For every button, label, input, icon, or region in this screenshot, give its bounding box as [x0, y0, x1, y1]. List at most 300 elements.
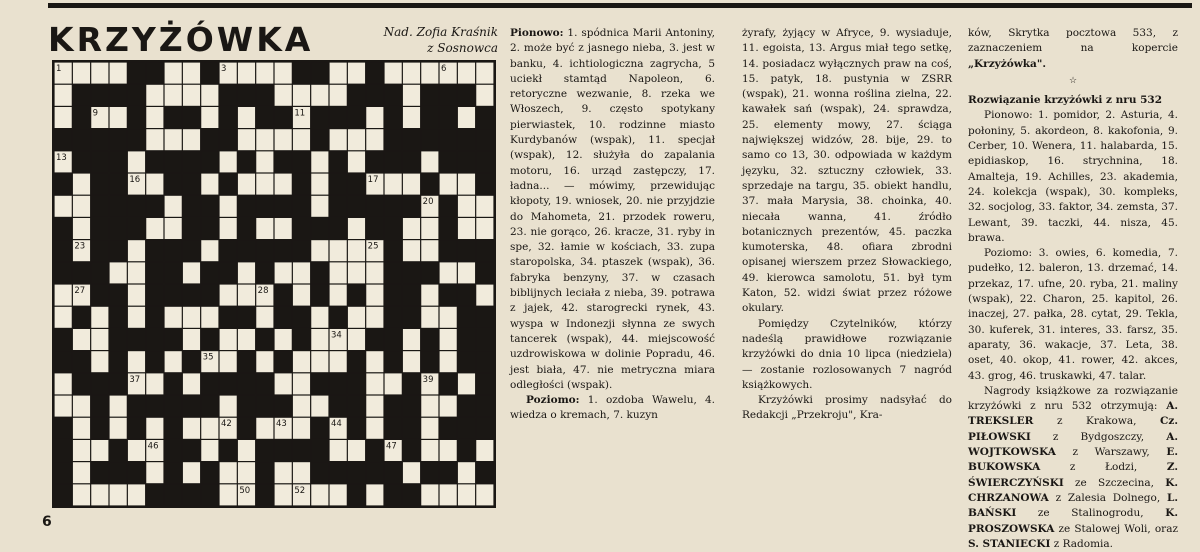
black-cell — [385, 484, 402, 505]
white-cell — [165, 307, 182, 328]
white-cell — [110, 262, 127, 283]
white-cell — [275, 218, 292, 239]
white-cell — [403, 174, 420, 195]
cell-number: 25 — [367, 241, 379, 252]
top-rule — [48, 3, 1192, 8]
black-cell — [165, 484, 182, 505]
black-cell — [91, 396, 108, 417]
black-cell — [128, 329, 145, 350]
white-cell — [476, 484, 493, 505]
black-cell — [55, 484, 72, 505]
black-cell — [311, 129, 328, 150]
black-cell — [201, 484, 218, 505]
black-cell — [275, 107, 292, 128]
black-cell — [348, 85, 365, 106]
white-cell — [440, 307, 457, 328]
black-cell — [128, 63, 145, 84]
white-cell — [256, 218, 273, 239]
clues-column-1 — [510, 26, 715, 424]
white-cell — [366, 351, 383, 372]
black-cell — [348, 373, 365, 394]
cell-number: 52 — [294, 485, 306, 496]
white-cell — [293, 85, 310, 106]
black-cell — [110, 196, 127, 217]
white-cell — [403, 85, 420, 106]
white-cell — [476, 440, 493, 461]
black-cell — [238, 418, 255, 439]
black-cell — [293, 196, 310, 217]
black-cell — [201, 285, 218, 306]
black-cell — [476, 329, 493, 350]
black-cell — [385, 418, 402, 439]
white-cell — [201, 107, 218, 128]
white-cell — [330, 484, 347, 505]
black-cell — [476, 240, 493, 261]
black-cell — [458, 285, 475, 306]
white-cell — [220, 484, 237, 505]
white-cell — [385, 174, 402, 195]
black-cell — [146, 196, 163, 217]
black-cell — [91, 151, 108, 172]
white-cell — [458, 107, 475, 128]
black-cell — [55, 174, 72, 195]
cell-number: 1 — [56, 64, 62, 74]
black-cell — [256, 262, 273, 283]
white-cell — [220, 151, 237, 172]
crossword-grid — [52, 60, 496, 508]
white-cell — [183, 373, 200, 394]
black-cell — [275, 307, 292, 328]
black-cell — [421, 351, 438, 372]
white-cell — [403, 107, 420, 128]
white-cell — [238, 329, 255, 350]
winner-place: z Warszawy, — [1055, 446, 1167, 459]
black-cell — [311, 440, 328, 461]
black-cell — [366, 196, 383, 217]
black-cell — [366, 63, 383, 84]
cell-number: 50 — [239, 485, 251, 496]
black-cell — [165, 329, 182, 350]
black-cell — [385, 85, 402, 106]
clues-vertical-heading: Pionowo: — [510, 27, 564, 39]
black-cell — [330, 151, 347, 172]
black-cell — [403, 151, 420, 172]
black-cell — [91, 462, 108, 483]
black-cell — [293, 174, 310, 195]
white-cell — [348, 329, 365, 350]
white-cell — [293, 373, 310, 394]
white-cell — [73, 484, 90, 505]
black-cell — [110, 285, 127, 306]
black-cell — [183, 174, 200, 195]
white-cell — [458, 484, 475, 505]
black-cell — [128, 462, 145, 483]
black-cell — [348, 285, 365, 306]
black-cell — [403, 285, 420, 306]
black-cell — [458, 329, 475, 350]
white-cell — [256, 418, 273, 439]
black-cell — [110, 129, 127, 150]
white-cell — [275, 484, 292, 505]
black-cell — [385, 240, 402, 261]
black-cell — [293, 307, 310, 328]
winner-name: Cz. PIŁOWSKI — [968, 415, 1178, 443]
black-cell — [183, 285, 200, 306]
white-cell — [421, 151, 438, 172]
black-cell — [201, 373, 218, 394]
cell-number: 11 — [294, 108, 306, 119]
black-cell — [183, 218, 200, 239]
white-cell — [311, 196, 328, 217]
cell-number: 47 — [386, 441, 397, 452]
white-cell — [128, 240, 145, 261]
white-cell — [220, 329, 237, 350]
black-cell — [91, 262, 108, 283]
black-cell — [110, 307, 127, 328]
white-cell — [348, 129, 365, 150]
cell-number: 23 — [74, 241, 86, 252]
white-cell — [55, 85, 72, 106]
white-cell — [458, 262, 475, 283]
white-cell — [128, 262, 145, 283]
white-cell — [201, 85, 218, 106]
black-cell — [128, 418, 145, 439]
white-cell — [366, 107, 383, 128]
winner-name: A. TREKSLER — [968, 400, 1179, 428]
black-cell — [458, 240, 475, 261]
white-cell — [440, 262, 457, 283]
white-cell — [256, 351, 273, 372]
white-cell — [183, 262, 200, 283]
white-cell — [73, 218, 90, 239]
black-cell — [201, 329, 218, 350]
black-cell — [421, 107, 438, 128]
black-cell — [385, 107, 402, 128]
cell-number: 6 — [441, 64, 447, 74]
black-cell — [220, 240, 237, 261]
white-cell — [293, 351, 310, 372]
black-cell — [403, 484, 420, 505]
white-cell — [366, 262, 383, 283]
black-cell — [458, 396, 475, 417]
black-cell — [476, 262, 493, 283]
black-cell — [201, 396, 218, 417]
cell-number: 20 — [422, 197, 434, 208]
white-cell — [476, 285, 493, 306]
white-cell — [146, 373, 163, 394]
white-cell — [440, 329, 457, 350]
black-cell — [91, 174, 108, 195]
white-cell — [165, 351, 182, 372]
white-cell — [385, 63, 402, 84]
black-cell — [366, 440, 383, 461]
black-cell — [110, 462, 127, 483]
black-cell — [73, 151, 90, 172]
white-cell — [440, 351, 457, 372]
white-cell — [165, 218, 182, 239]
submission-instructions: Krzyżówki prosimy nadsyłać do Redakcji „Przekroju", Kra- — [742, 394, 952, 422]
white-cell — [330, 262, 347, 283]
white-cell — [311, 240, 328, 261]
black-cell — [91, 85, 108, 106]
black-cell — [73, 351, 90, 372]
black-cell — [220, 129, 237, 150]
white-cell — [311, 85, 328, 106]
white-cell — [220, 396, 237, 417]
black-cell — [238, 307, 255, 328]
black-cell — [440, 85, 457, 106]
white-cell — [421, 396, 438, 417]
page-title: KRZYŻÓWKA — [48, 20, 314, 59]
white-cell — [348, 262, 365, 283]
black-cell — [476, 151, 493, 172]
cell-number: 9 — [92, 108, 99, 119]
black-cell — [311, 262, 328, 283]
white-cell — [366, 129, 383, 150]
black-cell — [110, 373, 127, 394]
white-cell — [91, 307, 108, 328]
white-cell — [403, 218, 420, 239]
white-cell — [421, 307, 438, 328]
black-cell — [146, 329, 163, 350]
black-cell — [385, 396, 402, 417]
black-cell — [440, 240, 457, 261]
black-cell — [238, 396, 255, 417]
black-cell — [403, 418, 420, 439]
white-cell — [73, 440, 90, 461]
black-cell — [183, 484, 200, 505]
white-cell — [110, 107, 127, 128]
black-cell — [421, 262, 438, 283]
cell-number: 17 — [367, 175, 379, 185]
black-cell — [73, 373, 90, 394]
winner-place: ze Stalinogrodu, — [1016, 507, 1166, 520]
white-cell — [293, 396, 310, 417]
black-cell — [238, 351, 255, 372]
winner-place: z Krakowa, — [1033, 415, 1161, 428]
black-cell — [293, 218, 310, 239]
black-cell — [330, 307, 347, 328]
page-number: 6 — [42, 514, 52, 530]
black-cell — [458, 85, 475, 106]
cell-number: 13 — [56, 152, 67, 163]
black-cell — [385, 262, 402, 283]
white-cell — [330, 351, 347, 372]
white-cell — [183, 307, 200, 328]
black-cell — [146, 63, 163, 84]
clues-horizontal-text: 1. ozdoba Wawelu, 4. wiedza o kremach, 7. kuzyn — [510, 394, 715, 422]
white-cell — [201, 307, 218, 328]
black-cell — [55, 129, 72, 150]
black-cell — [330, 373, 347, 394]
black-cell — [110, 151, 127, 172]
white-cell — [55, 196, 72, 217]
white-cell — [238, 262, 255, 283]
black-cell — [146, 396, 163, 417]
white-cell — [55, 307, 72, 328]
black-cell — [348, 462, 365, 483]
black-cell — [183, 396, 200, 417]
white-cell — [165, 63, 182, 84]
white-cell — [146, 129, 163, 150]
white-cell — [275, 262, 292, 283]
white-cell — [275, 462, 292, 483]
black-cell — [458, 307, 475, 328]
black-cell — [91, 418, 108, 439]
black-cell — [91, 196, 108, 217]
white-cell — [256, 307, 273, 328]
white-cell — [330, 440, 347, 461]
white-cell — [421, 285, 438, 306]
white-cell — [440, 174, 457, 195]
black-cell — [146, 285, 163, 306]
cell-number: 42 — [221, 419, 232, 430]
white-cell — [330, 129, 347, 150]
black-cell — [91, 285, 108, 306]
white-cell — [458, 196, 475, 217]
winner-name: K. CHRZANOWA — [968, 476, 1178, 504]
black-cell — [146, 262, 163, 283]
white-cell — [311, 484, 328, 505]
winner-name: A. WOJTKOWSKA — [968, 430, 1178, 459]
author-city: z Sosnowca — [427, 41, 498, 55]
black-cell — [293, 329, 310, 350]
white-cell — [110, 396, 127, 417]
black-cell — [201, 196, 218, 217]
white-cell — [421, 63, 438, 84]
black-cell — [110, 440, 127, 461]
black-cell — [55, 418, 72, 439]
black-cell — [403, 440, 420, 461]
white-cell — [55, 396, 72, 417]
cell-number: 43 — [276, 419, 287, 430]
black-cell — [403, 396, 420, 417]
black-cell — [201, 129, 218, 150]
black-cell — [128, 129, 145, 150]
black-cell — [256, 196, 273, 217]
black-cell — [476, 351, 493, 372]
black-cell — [385, 285, 402, 306]
black-cell — [348, 484, 365, 505]
white-cell — [440, 396, 457, 417]
black-cell — [183, 196, 200, 217]
white-cell — [238, 129, 255, 150]
black-cell — [110, 85, 127, 106]
winner-place: z Bydgoszczy, — [1030, 430, 1167, 443]
black-cell — [311, 373, 328, 394]
black-cell — [476, 462, 493, 483]
black-cell — [330, 462, 347, 483]
black-cell — [403, 129, 420, 150]
black-cell — [458, 129, 475, 150]
black-cell — [73, 85, 90, 106]
black-cell — [55, 440, 72, 461]
submission-address: ków, Skrytka pocztowa 533, z zaznaczeniem na kopercie — [968, 27, 1178, 55]
winners-list — [968, 384, 1178, 552]
black-cell — [201, 151, 218, 172]
black-cell — [256, 373, 273, 394]
black-cell — [183, 107, 200, 128]
black-cell — [110, 329, 127, 350]
black-cell — [146, 307, 163, 328]
black-cell — [275, 196, 292, 217]
black-cell — [256, 329, 273, 350]
black-cell — [366, 85, 383, 106]
white-cell — [440, 484, 457, 505]
white-cell — [256, 174, 273, 195]
white-cell — [201, 440, 218, 461]
black-cell — [458, 151, 475, 172]
black-cell — [165, 418, 182, 439]
winner-name: Z. ŚWIERCZYŃSKI — [968, 461, 1178, 489]
white-cell — [128, 307, 145, 328]
black-cell — [275, 240, 292, 261]
white-cell — [403, 329, 420, 350]
winner-name: E. BUKOWSKA — [968, 446, 1178, 474]
cell-number: 35 — [202, 352, 214, 363]
black-cell — [476, 396, 493, 417]
black-cell — [311, 285, 328, 306]
black-cell — [275, 351, 292, 372]
white-cell — [293, 462, 310, 483]
black-cell — [201, 262, 218, 283]
black-cell — [366, 462, 383, 483]
black-cell — [311, 63, 328, 84]
white-cell — [73, 196, 90, 217]
black-cell — [440, 107, 457, 128]
black-cell — [55, 462, 72, 483]
black-cell — [458, 418, 475, 439]
white-cell — [293, 129, 310, 150]
white-cell — [293, 262, 310, 283]
white-cell — [183, 418, 200, 439]
black-cell — [440, 218, 457, 239]
white-cell — [183, 462, 200, 483]
envelope-marking: „Krzyżówka". — [968, 57, 1046, 70]
black-cell — [293, 151, 310, 172]
black-cell — [330, 196, 347, 217]
black-cell — [458, 351, 475, 372]
black-cell — [293, 240, 310, 261]
white-cell — [476, 196, 493, 217]
white-cell — [366, 373, 383, 394]
white-cell — [165, 129, 182, 150]
black-cell — [91, 373, 108, 394]
black-cell — [403, 307, 420, 328]
black-cell — [73, 107, 90, 128]
solution-horizontal: Poziomo: 3. owies, 6. komedia, 7. pudełko, 12. baleron, 13. drzemać, 14. przekaz, 17. ufne, 20. ryba, 21. maliny (wspak), 22. Charon, 25. kapitol, 26. inaczej, 27. pałka, 28. cytat, 29. Tekla, 30. kuferek, 31. interes, 33. farsz, 35. aparaty, 36. wakacje, 37. Leta, 38. oset, 40. okop, 41. rower, 42. akces, 43. grog, 46. truskawki, 47. talar. — [968, 247, 1178, 382]
black-cell — [476, 418, 493, 439]
black-cell — [201, 63, 218, 84]
black-cell — [165, 262, 182, 283]
white-cell — [220, 351, 237, 372]
white-cell — [275, 63, 292, 84]
black-cell — [348, 351, 365, 372]
black-cell — [220, 440, 237, 461]
black-cell — [183, 440, 200, 461]
white-cell — [458, 174, 475, 195]
white-cell — [421, 418, 438, 439]
black-cell — [55, 218, 72, 239]
cell-number: 37 — [129, 374, 141, 385]
white-cell — [73, 174, 90, 195]
white-cell — [110, 418, 127, 439]
winner-place: ze Szczecina, — [1063, 476, 1166, 489]
white-cell — [146, 418, 163, 439]
white-cell — [201, 174, 218, 195]
white-cell — [348, 218, 365, 239]
white-cell — [421, 218, 438, 239]
